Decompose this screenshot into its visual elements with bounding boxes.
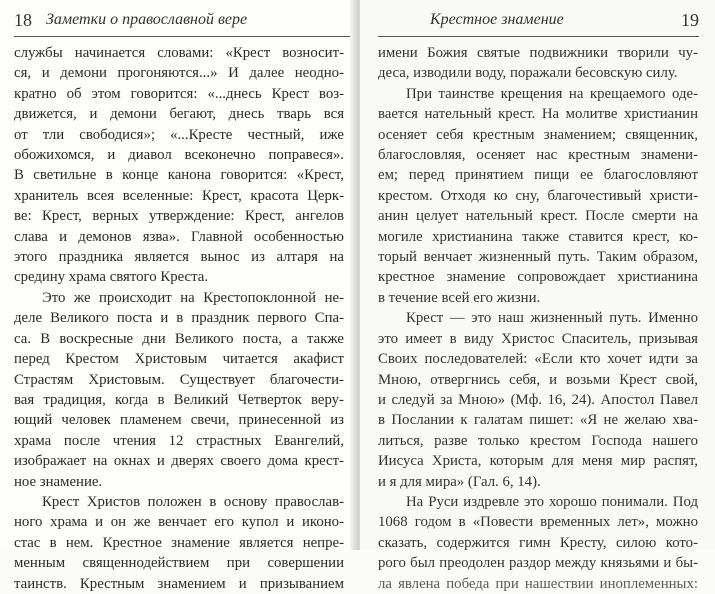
text-line: имени Божия святые подвижники творили чу- xyxy=(378,45,698,61)
text-line: ся, и демони прогоняются...» И далее неодно- xyxy=(14,65,344,82)
left-page-header xyxy=(14,8,354,37)
text-line: и следуй за Мною» (Мф. 16, 24). Апостол Павел xyxy=(378,391,698,408)
text-line: ное знамение. xyxy=(14,473,103,490)
text-line: крестом. Отходя ко сну, благочестивый христи- xyxy=(378,187,698,204)
text-line: менным священнодействием при совершении xyxy=(14,555,344,572)
text-line: торый венчает жизненный путь. Таким образом, xyxy=(378,249,698,266)
text-line: Это же происходит на Крестопоклонной не- xyxy=(42,289,344,306)
text-line: ного храма и он же венчает его купол и иконо- xyxy=(14,514,344,531)
left-page xyxy=(0,0,354,592)
text-line: На Руси издревле это хорошо понимали. Под xyxy=(406,493,698,510)
text-line: 1068 годом в «Повести временных лет», можно xyxy=(378,514,698,531)
text-line: Крест — это наш жизненный путь. Именно xyxy=(406,310,698,327)
text-line: Иисуса Христа, которым для меня мир распят, xyxy=(378,453,698,470)
text-line: таинств. Крестным знамением и призыванием xyxy=(14,575,344,592)
text-line: храма после чтения 12 страстных Евангелий, xyxy=(14,432,344,449)
text-line: службы начинается словами: «Крест возносит- xyxy=(14,45,344,61)
left-page-text xyxy=(14,43,344,594)
running-title: Крестное знамение xyxy=(430,11,564,28)
text-line: рого был преодолен раздор между князьями и бы- xyxy=(378,555,698,572)
text-line: средину храма святого Креста. xyxy=(14,269,209,286)
text-line: анин целует нательный крест. После смерти на xyxy=(378,208,698,225)
text-line: ла явлена победа при нашествии иноплеменных: xyxy=(378,575,698,592)
text-line: перед Крестом Христовым читается акафист xyxy=(14,351,344,368)
right-page xyxy=(360,0,715,592)
text-line: изображает на окнах и дверях своего дома крест- xyxy=(14,453,344,470)
text-line: это имеет в виду Христос Спаситель, призывая xyxy=(378,330,698,347)
text-line: в течение всей его жизни. xyxy=(378,289,541,306)
text-line: са. В воскресные дни Великого поста, а также xyxy=(14,330,344,347)
text-line: деса, изводили воду, поражали бесовскую силу. xyxy=(378,65,678,82)
text-line: от тли свободися»; «...Кресте честный, иже xyxy=(14,126,344,143)
text-line: могиле христианина также ставится крест, ко- xyxy=(378,228,698,245)
text-line: слава и демонов язва». Главной особенностью xyxy=(14,228,344,245)
text-line: вая традиция, когда в Великий Четверток веру- xyxy=(14,391,344,408)
right-page-header xyxy=(378,8,699,37)
text-line: хранитель всея вселенные: Крест, красота Церк- xyxy=(14,187,344,204)
text-line: ем; перед принятием пищи ее благословляют xyxy=(378,167,698,184)
text-line: обожихомся, и диавол всеконечно поправеся». xyxy=(14,147,344,164)
text-line: осеняет себя крестным знамением; священник, xyxy=(378,126,698,143)
text-line: Страстям Христовым. Существует благочести- xyxy=(14,371,344,388)
text-line: этого праздника является вынос из алтаря на xyxy=(14,249,344,266)
text-line: В светильне в конце канона говорится: «Крест, xyxy=(14,167,344,184)
text-line: движется, и демони бегают, днесь тварь вся xyxy=(14,106,344,123)
text-line: в Послании к галатам пишет: «Я не желаю хва- xyxy=(378,412,698,429)
text-line: сказать, содержится гимн Кресту, силою кото- xyxy=(378,534,698,551)
page-number: 18 xyxy=(14,10,32,30)
text-line: ве: Крест, верных утверждение: Крест, ангелов xyxy=(14,208,344,225)
page-number: 19 xyxy=(681,10,699,30)
text-line: Своих последователей: «Если кто хочет идти за xyxy=(378,351,698,368)
text-line: вается нательный крест. На молитве христианин xyxy=(378,106,698,123)
text-line: литься, разве только крестом Господа нашего xyxy=(378,432,698,449)
text-line: кратно об этом говорится: «...днесь Крест воз- xyxy=(14,85,344,102)
text-line: крестное знамение сопровождает христианина xyxy=(378,269,698,286)
right-page-text xyxy=(378,43,698,594)
text-line: Мною, отвергнись себя, и возьми Крест свой, xyxy=(378,371,698,388)
text-line: деле Великого поста и в праздник первого Спа- xyxy=(14,310,344,327)
running-title: Заметки о православной вере xyxy=(46,11,248,28)
text-line: При таинстве крещения на крещаемого оде- xyxy=(406,85,698,102)
text-line: стас в нем. Крестное знамение является непре- xyxy=(14,534,344,551)
text-line: ющий человек пламенем свечи, принесенной из xyxy=(14,412,344,429)
text-line: благословляя, осеняет нас крестным знамени- xyxy=(378,147,698,164)
text-line: Крест Христов положен в основу православ- xyxy=(42,493,344,510)
text-line: и я для мира» (Гал. 6, 14). xyxy=(378,473,541,490)
